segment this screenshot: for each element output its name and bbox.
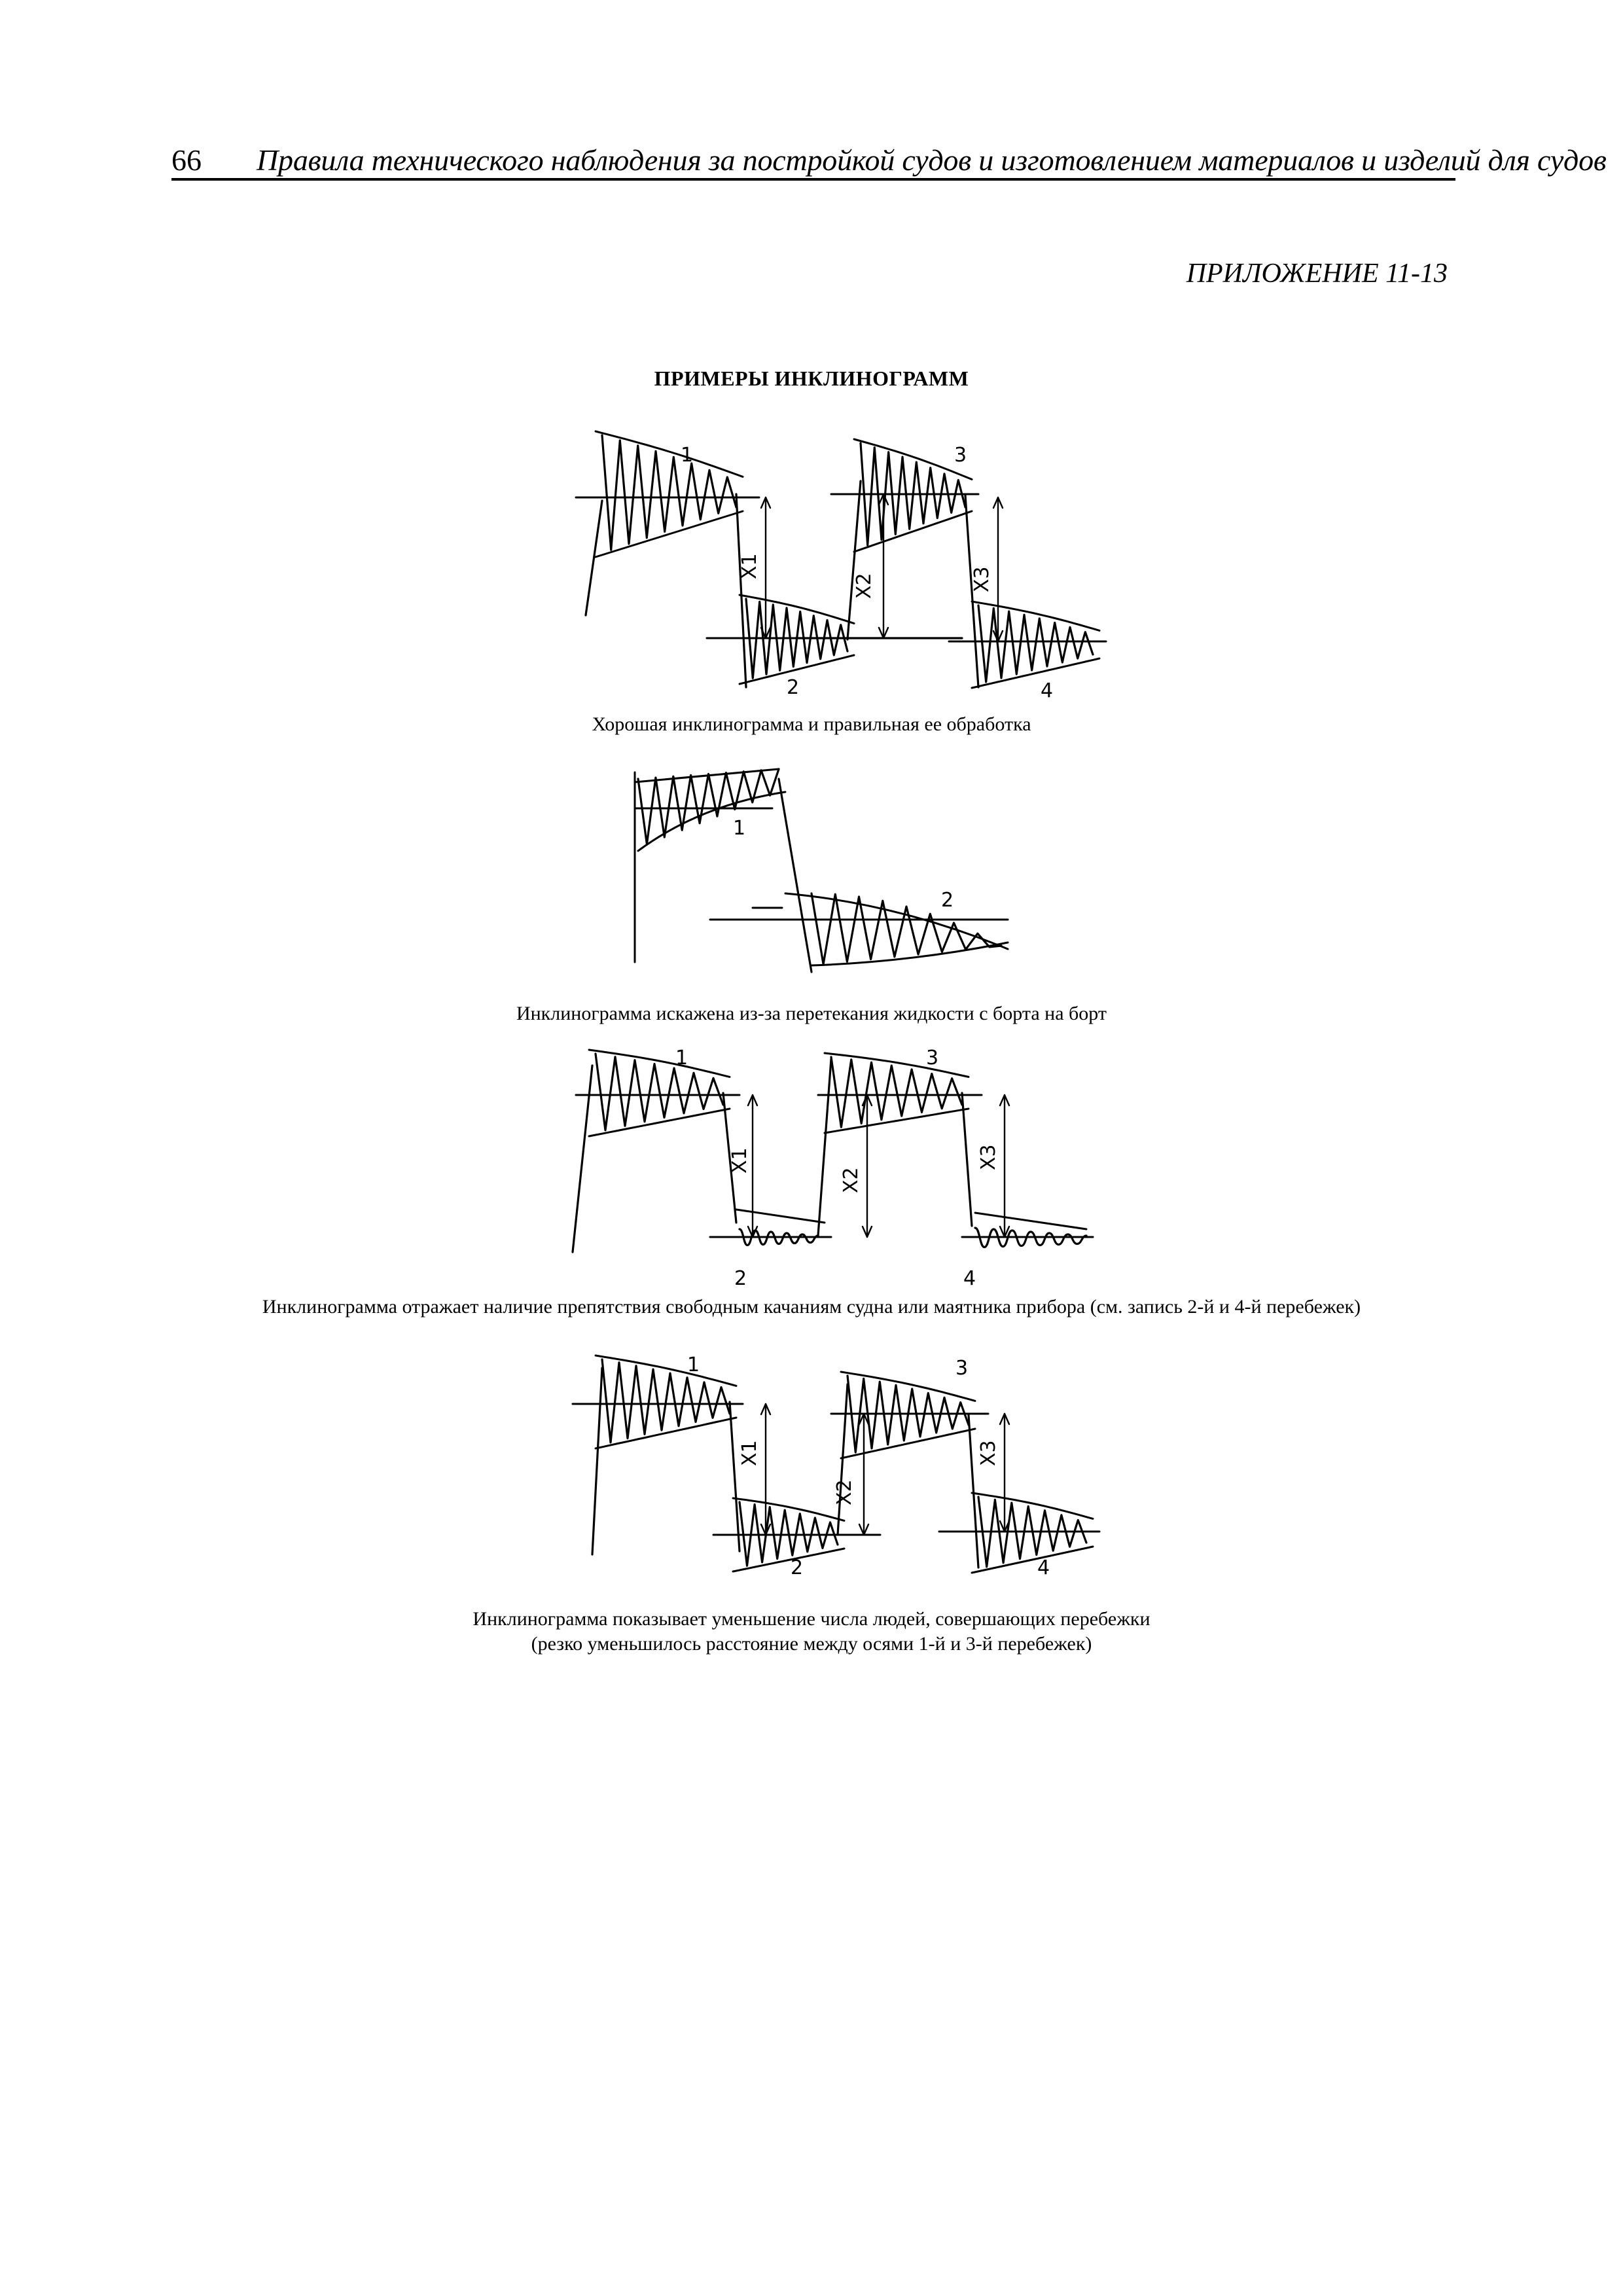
header-rule bbox=[171, 178, 1455, 181]
run-label-4: 4 bbox=[1041, 679, 1054, 702]
run-4-lower-envelope bbox=[972, 1547, 1093, 1573]
run-label-4: 4 bbox=[1037, 1556, 1050, 1579]
run-1-oscillation bbox=[596, 1054, 723, 1130]
run-4-upper-envelope bbox=[972, 1493, 1093, 1518]
page-header bbox=[171, 143, 1607, 182]
run-1-lower-envelope bbox=[596, 1418, 736, 1448]
run-1-lower-envelope bbox=[638, 792, 785, 851]
run-3-lower-envelope bbox=[854, 511, 972, 552]
run-4-oscillation bbox=[978, 605, 1093, 682]
caption-line: Инклинограмма отражает наличие препятствия свободным качаниям судна или маятника прибора (см. запись 2-й и 4-й перебежек) bbox=[262, 1296, 1361, 1318]
run-1-lower-envelope bbox=[589, 1109, 730, 1136]
figure-caption-fewer-people bbox=[0, 1607, 1623, 1657]
offset-label-x3: X3 bbox=[977, 1144, 1000, 1170]
caption-line: Хорошая инклинограмма и правильная ее обработка bbox=[592, 713, 1031, 735]
offset-label-x2: X2 bbox=[853, 573, 876, 599]
caption-line: (резко уменьшилось расстояние между осями 1-й и 3-й перебежек) bbox=[531, 1633, 1092, 1655]
run-3-oscillation bbox=[831, 1057, 962, 1127]
transfer-trace-3-4 bbox=[969, 1415, 978, 1568]
transfer-trace-3-4 bbox=[962, 1093, 972, 1226]
offset-label-x2: X2 bbox=[840, 1167, 863, 1193]
transfer-trace-1-2 bbox=[730, 1402, 740, 1551]
transfer-trace-1-2 bbox=[779, 779, 812, 972]
inclinogram-figure-fluid-transfer bbox=[622, 753, 1047, 982]
start-trace bbox=[592, 1368, 602, 1554]
run-2-oscillation bbox=[812, 893, 1001, 964]
offset-label-x1: X1 bbox=[738, 1440, 761, 1466]
run-label-2: 2 bbox=[791, 1556, 804, 1579]
run-2-lower-envelope bbox=[812, 942, 1008, 965]
run-1-oscillation bbox=[602, 1359, 730, 1443]
run-label-1: 1 bbox=[687, 1354, 700, 1376]
figure-caption-good bbox=[0, 712, 1623, 737]
run-2-upper-envelope bbox=[740, 595, 854, 623]
run-label-3: 3 bbox=[926, 1047, 939, 1069]
run-3-upper-envelope bbox=[825, 1053, 969, 1077]
start-trace bbox=[586, 501, 602, 615]
inclinogram-figure-good bbox=[569, 429, 1119, 710]
running-title: Правила технического наблюдения за постройкой судов и изготовлением материалов и изделий для судов bbox=[257, 143, 1607, 177]
run-label-4: 4 bbox=[963, 1267, 976, 1290]
run-2-upper-envelope bbox=[736, 1210, 825, 1223]
offset-label-x3: X3 bbox=[977, 1440, 1000, 1466]
run-label-1: 1 bbox=[733, 817, 746, 840]
offset-label-x2: X2 bbox=[833, 1479, 856, 1505]
run-1-upper-envelope bbox=[589, 1050, 730, 1077]
page-number: 66 bbox=[171, 143, 202, 177]
run-4-upper-envelope bbox=[975, 1213, 1086, 1229]
caption-line: Инклинограмма искажена из-за перетекания жидкости с борта на борт bbox=[516, 1003, 1107, 1024]
inclinogram-figure-fewer-people bbox=[569, 1348, 1119, 1597]
inclinogram-figure-obstruction bbox=[569, 1046, 1119, 1288]
transfer-trace-1-2 bbox=[736, 494, 746, 687]
transfer-trace-2-3 bbox=[847, 481, 861, 639]
run-label-2: 2 bbox=[734, 1267, 747, 1290]
run-4-lower-envelope bbox=[972, 658, 1099, 688]
transfer-trace-2-3 bbox=[838, 1384, 847, 1535]
run-2-upper-envelope bbox=[733, 1498, 844, 1520]
start-trace bbox=[573, 1066, 592, 1252]
run-label-1: 1 bbox=[675, 1047, 688, 1069]
run-label-3: 3 bbox=[954, 444, 967, 467]
run-1-lower-envelope bbox=[596, 511, 743, 557]
offset-label-x3: X3 bbox=[971, 566, 993, 592]
run-label-3: 3 bbox=[955, 1357, 969, 1380]
offset-label-x1: X1 bbox=[738, 553, 761, 579]
run-3-lower-envelope bbox=[825, 1109, 969, 1133]
appendix-label: ПРИЛОЖЕНИЕ 11-13 bbox=[1186, 259, 1448, 289]
offset-label-x1: X1 bbox=[728, 1147, 751, 1174]
section-title: ПРИМЕРЫ ИНКЛИНОГРАММ bbox=[654, 367, 969, 390]
run-label-1: 1 bbox=[681, 444, 694, 467]
figure-caption-fluid-transfer bbox=[0, 1001, 1623, 1026]
run-3-lower-envelope bbox=[841, 1429, 975, 1458]
run-label-2: 2 bbox=[941, 889, 954, 912]
run-label-2: 2 bbox=[787, 676, 800, 699]
caption-line: Инклинограмма показывает уменьшение числа людей, совершающих перебежки bbox=[473, 1608, 1150, 1630]
figure-caption-obstruction bbox=[0, 1295, 1623, 1319]
transfer-trace-2-3 bbox=[818, 1059, 831, 1236]
